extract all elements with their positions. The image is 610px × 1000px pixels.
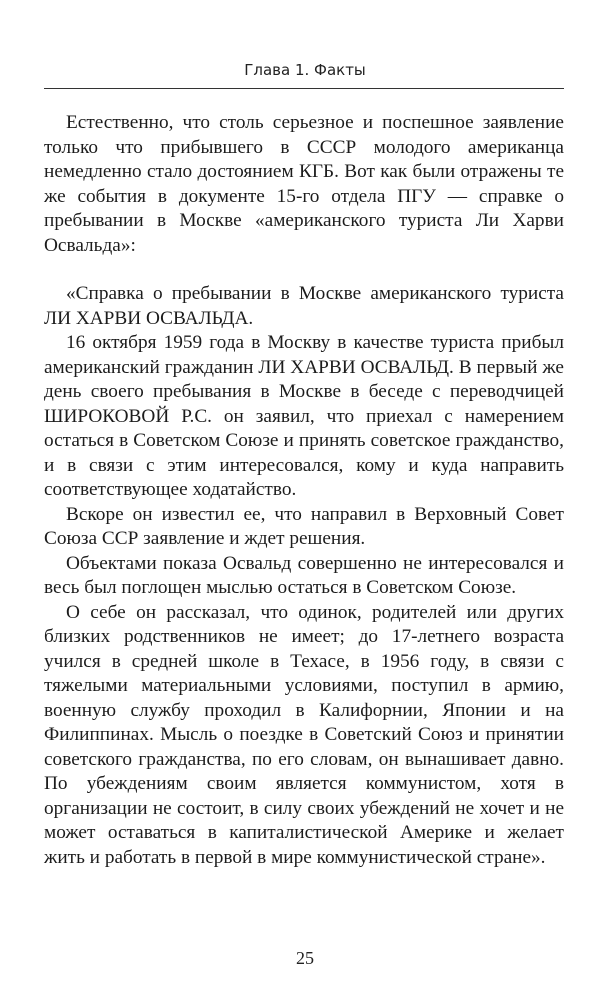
document-quote (44, 282, 564, 870)
paragraph-arrival: 16 октября 1959 года в Москву в качестве туриста прибыл американский гражданин ЛИ ХАРВИ ОСВАЛЬД. В первый же день своего пребывания в Москве в беседе с переводчицей ШИРОКОВОЙ Р.С. он заявил, что приехал с намерением остаться в Советском Союзе и принять советское гражданство, и в связи с этим интересовался, кому и куда направить соответствующее ходатайство. (44, 332, 564, 500)
header-divider (44, 88, 564, 89)
paragraph-statement: Вскоре он известил ее, что направил в Верховный Совет Союза ССР заявление и ждет решения. (44, 503, 564, 549)
intro-text (44, 111, 564, 258)
page-number: 25 (296, 948, 314, 968)
paragraph-intro: Естественно, что столь серьезное и поспешное заявление только что прибывшего в СССР молодого американца немедленно стало достоянием КГБ. Вот как были отражены те же события в документе 15-го отдела ПГУ — справке о пребывании в Москве «американского туриста Ли Харви Освальда»: (44, 112, 564, 256)
paragraph-biography: О себе он рассказал, что одинок, родителей или других близких родственников не имеет; до 17-летнего возраста учился в средней школе в Техасе, в 1956 году, в связи с тяжелыми материальными условиями, поступил в армию, военную службу проходил в Калифорнии, Японии и на Филиппинах. Мысль о поездке в Советский Союз и принятии советского гражданства, по его словам, он вынашивает давно. По убеждениям своим является коммунистом, хотя в организации не состоит, в силу своих убеждений не хочет и не может оставаться в капиталистической Америке и желает жить и работать в первой в мире коммунистической стране». (44, 601, 564, 868)
paragraph-quote-title: «Справка о пребывании в Москве американского туриста ЛИ ХАРВИ ОСВАЛЬДА. (44, 283, 564, 329)
paragraph-sightseeing: Объектами показа Освальд совершенно не интересовался и весь был поглощен мыслью остаться в Советском Союзе. (44, 552, 564, 598)
running-header: Глава 1. Факты (244, 61, 366, 79)
